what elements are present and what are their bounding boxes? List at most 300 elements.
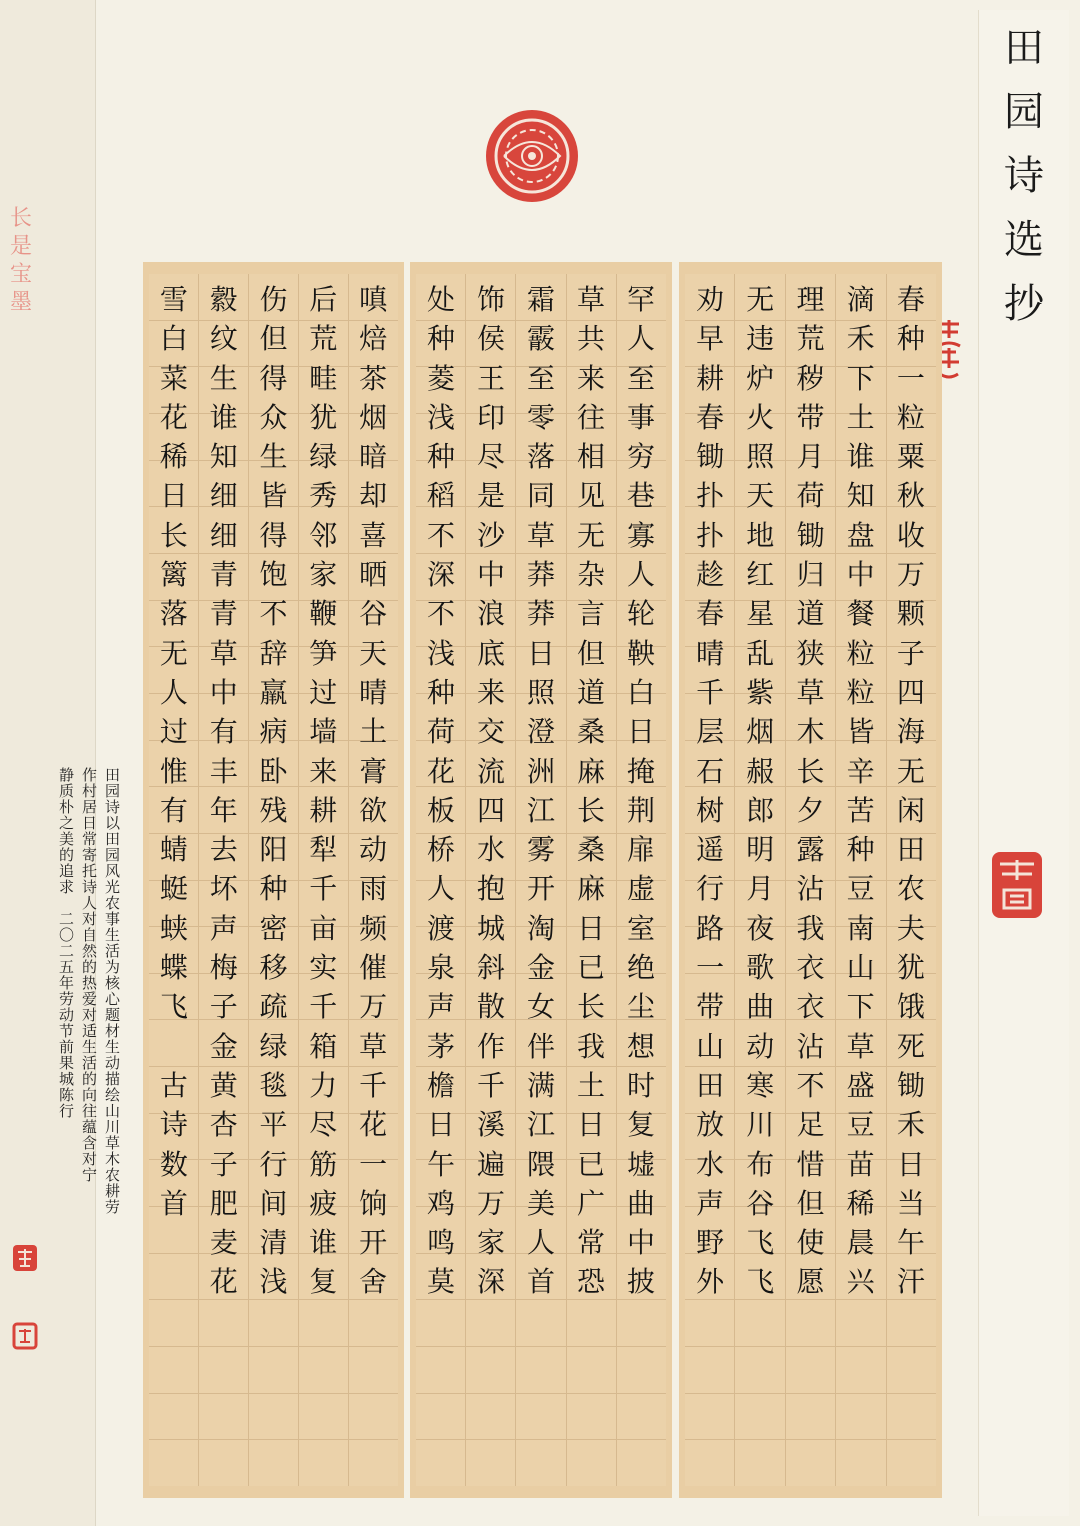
character: 子 (896, 636, 925, 670)
character: 墙 (309, 715, 338, 749)
character: 麻 (576, 754, 605, 788)
character: 桑 (576, 833, 605, 867)
character: 诗 (81, 878, 97, 896)
character: 蜻 (159, 833, 188, 867)
character: 莽 (526, 558, 555, 592)
character: 理 (796, 283, 825, 316)
character: 霜 (526, 283, 555, 316)
character: 道 (796, 597, 825, 631)
character: 数 (159, 1147, 188, 1181)
character: 耕 (104, 1182, 120, 1200)
character: 苦 (846, 793, 875, 827)
character: 毯 (259, 1068, 288, 1102)
character: 催 (359, 951, 388, 985)
character: 卧 (259, 754, 288, 788)
signature-seal (12, 1244, 38, 1272)
character: 适 (81, 1022, 97, 1040)
character: 活 (81, 1054, 97, 1072)
character: 掩 (626, 754, 655, 788)
character: 散 (476, 990, 505, 1024)
character: 豆 (846, 872, 875, 906)
character: 沾 (796, 1029, 825, 1063)
character: 广 (576, 1186, 605, 1220)
character: 罕 (626, 283, 655, 316)
character: 诗 (1004, 153, 1044, 199)
character: 得 (259, 518, 288, 552)
character: 飞 (159, 990, 188, 1024)
character: 雪 (159, 283, 188, 316)
character: 对 (81, 1150, 97, 1168)
character: 种 (846, 833, 875, 867)
panel-middle (410, 262, 672, 1498)
character: 荷 (796, 479, 825, 513)
character: 人 (626, 558, 655, 592)
character: 的 (81, 1070, 97, 1088)
character: 锄 (696, 440, 725, 474)
character: 闲 (896, 793, 925, 827)
character: 兴 (846, 1265, 875, 1299)
character: 带 (696, 990, 725, 1024)
character: 粒 (846, 636, 875, 670)
character: 墨 (9, 290, 32, 315)
character: 晒 (359, 558, 388, 592)
character: 细 (209, 518, 238, 552)
character: 去 (209, 833, 238, 867)
character: 遥 (696, 833, 725, 867)
character: 动 (104, 1054, 120, 1072)
character: 乱 (746, 636, 775, 670)
character: 的 (81, 958, 97, 976)
character: 饱 (259, 558, 288, 592)
character: 喜 (359, 518, 388, 552)
character: 寄 (81, 846, 97, 864)
character: 扑 (696, 518, 725, 552)
text-column (210, 274, 238, 1486)
character: 众 (259, 400, 288, 434)
character: 共 (576, 322, 605, 356)
character: 美 (58, 830, 74, 848)
square-seal-right (990, 850, 1044, 920)
character: 至 (526, 361, 555, 395)
name-seal (12, 1322, 38, 1350)
character: 桥 (426, 833, 455, 867)
character: 归 (796, 558, 825, 592)
character: 日 (576, 911, 605, 945)
character: 霰 (526, 322, 555, 356)
character: 曲 (746, 990, 775, 1024)
character: 处 (426, 283, 455, 316)
character: 使 (796, 1226, 825, 1260)
character: 一 (696, 951, 725, 985)
character: 盛 (846, 1068, 875, 1102)
character: 满 (526, 1068, 555, 1102)
character: 舍 (359, 1265, 388, 1299)
character: 轮 (626, 597, 655, 631)
character: 檐 (426, 1068, 455, 1102)
character: 放 (696, 1108, 725, 1142)
character: 春 (696, 597, 725, 631)
character: 质 (58, 782, 74, 800)
character: 夜 (746, 911, 775, 945)
character: 木 (796, 715, 825, 749)
character: 长 (576, 793, 605, 827)
character: 路 (696, 911, 725, 945)
left-strip-inscription (8, 208, 34, 314)
character: 无 (746, 283, 775, 316)
character: 无 (159, 636, 188, 670)
character: 四 (476, 793, 505, 827)
character: 生 (81, 1038, 97, 1056)
character: 城 (476, 911, 505, 945)
text-column (527, 274, 555, 1486)
character: 生 (259, 440, 288, 474)
character: 夫 (896, 911, 925, 945)
character: 野 (696, 1226, 725, 1260)
character: 炉 (746, 361, 775, 395)
character: 疏 (259, 990, 288, 1024)
character: 歌 (746, 951, 775, 985)
character: 描 (104, 1070, 120, 1088)
character: 谷 (359, 597, 388, 631)
text-column (577, 274, 605, 1486)
character: 但 (259, 322, 288, 356)
character: 万 (896, 558, 925, 592)
character: 尘 (626, 990, 655, 1024)
character: 惟 (159, 754, 188, 788)
character: 言 (576, 597, 605, 631)
character: 树 (696, 793, 725, 827)
character: 频 (359, 911, 388, 945)
character: 农 (104, 1166, 120, 1184)
character: 四 (896, 675, 925, 709)
character: 伤 (259, 283, 288, 316)
character: 天 (746, 479, 775, 513)
character: 过 (309, 675, 338, 709)
character: 鸣 (426, 1226, 455, 1260)
character: 万 (476, 1186, 505, 1220)
text-column (627, 274, 655, 1486)
character: 已 (576, 951, 605, 985)
character: 焙 (359, 322, 388, 356)
character: 材 (104, 1022, 120, 1040)
character: 不 (259, 597, 288, 631)
character: 往 (576, 400, 605, 434)
character: 恐 (576, 1265, 605, 1299)
character: 南 (846, 911, 875, 945)
character: 杏 (209, 1108, 238, 1142)
character: 饿 (896, 990, 925, 1024)
character: 细 (209, 479, 238, 513)
character: 足 (796, 1108, 825, 1142)
character: 午 (896, 1226, 925, 1260)
character: 花 (426, 754, 455, 788)
character: 不 (426, 597, 455, 631)
character: 月 (746, 872, 775, 906)
character: 嗔 (359, 283, 388, 316)
character: 火 (746, 400, 775, 434)
character: 浅 (426, 636, 455, 670)
character: 地 (746, 518, 775, 552)
character: 荒 (796, 322, 825, 356)
character: 劳 (104, 1198, 120, 1216)
character: 清 (259, 1226, 288, 1260)
character: 对 (81, 910, 97, 928)
character: 耕 (309, 793, 338, 827)
character: 人 (426, 872, 455, 906)
character: 亩 (309, 911, 338, 945)
character: 蜓 (159, 872, 188, 906)
character: 坏 (209, 872, 238, 906)
character: 道 (576, 675, 605, 709)
character: 诗 (159, 1108, 188, 1142)
character: 美 (526, 1186, 555, 1220)
character: 田 (104, 830, 120, 848)
character: 纹 (209, 322, 238, 356)
character: 密 (259, 911, 288, 945)
character: 室 (626, 911, 655, 945)
character: 浅 (259, 1265, 288, 1299)
character: 长 (9, 206, 32, 231)
character: 田 (696, 1068, 725, 1102)
character: 子 (209, 1147, 238, 1181)
character: 果 (58, 1054, 74, 1072)
character: 谁 (209, 400, 238, 434)
character: 虚 (626, 872, 655, 906)
character: 蛱 (159, 911, 188, 945)
character: 一 (359, 1147, 388, 1181)
character: 动 (359, 833, 388, 867)
character: 农 (104, 894, 120, 912)
character: 秀 (309, 479, 338, 513)
character: 锄 (896, 1068, 925, 1102)
character: 苗 (846, 1147, 875, 1181)
character: 明 (746, 833, 775, 867)
character: 丰 (209, 754, 238, 788)
text-column (160, 274, 188, 1486)
character: 雾 (526, 833, 555, 867)
character: 布 (746, 1147, 775, 1181)
character: 洲 (526, 754, 555, 788)
character: 披 (626, 1265, 655, 1299)
character: 篱 (159, 558, 188, 592)
character: 复 (626, 1108, 655, 1142)
character: 底 (476, 636, 505, 670)
character: 带 (796, 400, 825, 434)
character: 千 (696, 675, 725, 709)
character: 稀 (159, 440, 188, 474)
character: 餐 (846, 597, 875, 631)
character: 抱 (476, 872, 505, 906)
character: 川 (746, 1108, 775, 1142)
character: 外 (696, 1265, 725, 1299)
character: 年 (58, 974, 74, 992)
character: 日 (159, 479, 188, 513)
text-column (477, 274, 505, 1486)
character: 露 (796, 833, 825, 867)
character: 光 (104, 878, 120, 896)
character: 是 (476, 479, 505, 513)
character: 间 (259, 1186, 288, 1220)
character: 膏 (359, 754, 388, 788)
character: 沾 (796, 872, 825, 906)
character: 动 (58, 1006, 74, 1024)
character: 以 (104, 814, 120, 832)
character: 来 (576, 361, 605, 395)
character: 愿 (796, 1265, 825, 1299)
character: 锄 (796, 518, 825, 552)
character: 星 (746, 597, 775, 631)
panel-right-columns (685, 274, 936, 1486)
character: 沙 (476, 518, 505, 552)
character: 节 (58, 1022, 74, 1040)
character: 伴 (526, 1029, 555, 1063)
character: 汗 (896, 1265, 925, 1299)
character: 二 (58, 910, 74, 928)
character: 家 (309, 558, 338, 592)
character: 有 (159, 793, 188, 827)
character: 陈 (58, 1086, 74, 1104)
character: 扉 (626, 833, 655, 867)
text-column (796, 274, 824, 1486)
character: 作 (476, 1029, 505, 1063)
character: 饷 (359, 1186, 388, 1220)
character: 落 (526, 440, 555, 474)
character: 复 (309, 1265, 338, 1299)
character: 石 (696, 754, 725, 788)
text-column (259, 274, 287, 1486)
character: 开 (359, 1226, 388, 1260)
character: 土 (359, 715, 388, 749)
character: 朴 (58, 798, 74, 816)
colophon-column (59, 768, 74, 1215)
character: 首 (159, 1186, 188, 1220)
character: 无 (576, 518, 605, 552)
character: 山 (104, 1102, 120, 1120)
character: 无 (896, 754, 925, 788)
character: 衣 (796, 990, 825, 1024)
character: 板 (426, 793, 455, 827)
character: 中 (476, 558, 505, 592)
character: 菱 (426, 361, 455, 395)
character: 照 (526, 675, 555, 709)
character: 晴 (359, 675, 388, 709)
character: 已 (576, 1147, 605, 1181)
character: 飞 (746, 1265, 775, 1299)
character: 病 (259, 715, 288, 749)
character: 托 (81, 862, 97, 880)
text-column (696, 274, 724, 1486)
character: 然 (81, 942, 97, 960)
character: 夕 (796, 793, 825, 827)
character: 得 (259, 361, 288, 395)
character: 落 (159, 597, 188, 631)
character: 土 (576, 1068, 605, 1102)
character: 月 (796, 440, 825, 474)
character: 前 (58, 1038, 74, 1056)
character: 白 (159, 322, 188, 356)
character: 水 (696, 1147, 725, 1181)
character: 长 (576, 990, 605, 1024)
character: 家 (476, 1226, 505, 1260)
character: 茶 (359, 361, 388, 395)
character: 绿 (309, 440, 338, 474)
character: 印 (476, 400, 505, 434)
character: 黄 (209, 1068, 238, 1102)
character: 谁 (309, 1226, 338, 1260)
character: 交 (476, 715, 505, 749)
character: 金 (526, 951, 555, 985)
character: 声 (426, 990, 455, 1024)
character: 收 (896, 518, 925, 552)
character: 劳 (58, 990, 74, 1008)
character: 想 (626, 1029, 655, 1063)
character: 田 (104, 766, 120, 784)
character: 草 (359, 1029, 388, 1063)
character: 草 (209, 636, 238, 670)
character: 土 (846, 400, 875, 434)
character: 花 (159, 400, 188, 434)
character: 雨 (359, 872, 388, 906)
character: 种 (426, 322, 455, 356)
character: 二 (58, 942, 74, 960)
character: 作 (81, 766, 97, 784)
character: 茅 (426, 1029, 455, 1063)
character: 当 (896, 1186, 925, 1220)
character: 至 (626, 361, 655, 395)
character: 开 (526, 872, 555, 906)
character (160, 1033, 188, 1061)
text-column (746, 274, 774, 1486)
character: 紫 (746, 675, 775, 709)
character: 居 (81, 798, 97, 816)
character: 不 (796, 1068, 825, 1102)
character: 违 (746, 322, 775, 356)
character: 王 (476, 361, 505, 395)
character: 长 (796, 754, 825, 788)
character: 耕 (696, 361, 725, 395)
character: 白 (626, 675, 655, 709)
character: 惜 (796, 1147, 825, 1181)
character: 诗 (104, 798, 120, 816)
character: 鸡 (426, 1186, 455, 1220)
character: 万 (359, 990, 388, 1024)
character: 中 (846, 558, 875, 592)
character: 生 (104, 926, 120, 944)
character: 下 (846, 990, 875, 1024)
character: 日 (426, 1108, 455, 1142)
character: 疲 (309, 1186, 338, 1220)
colophon-column (82, 768, 97, 1215)
character: 山 (846, 951, 875, 985)
character: 动 (746, 1029, 775, 1063)
character: 人 (81, 894, 97, 912)
character: 千 (309, 872, 338, 906)
character: 生 (209, 361, 238, 395)
character: 尽 (476, 440, 505, 474)
character: 江 (526, 793, 555, 827)
character: 郎 (746, 793, 775, 827)
character: 午 (426, 1147, 455, 1181)
panel-right (679, 262, 942, 1498)
character: 田 (1004, 25, 1044, 71)
character: 实 (309, 951, 338, 985)
character: 种 (259, 872, 288, 906)
character: 飞 (746, 1226, 775, 1260)
character: 金 (209, 1029, 238, 1063)
character: 花 (209, 1265, 238, 1299)
character: 声 (696, 1186, 725, 1220)
character: 村 (81, 782, 97, 800)
